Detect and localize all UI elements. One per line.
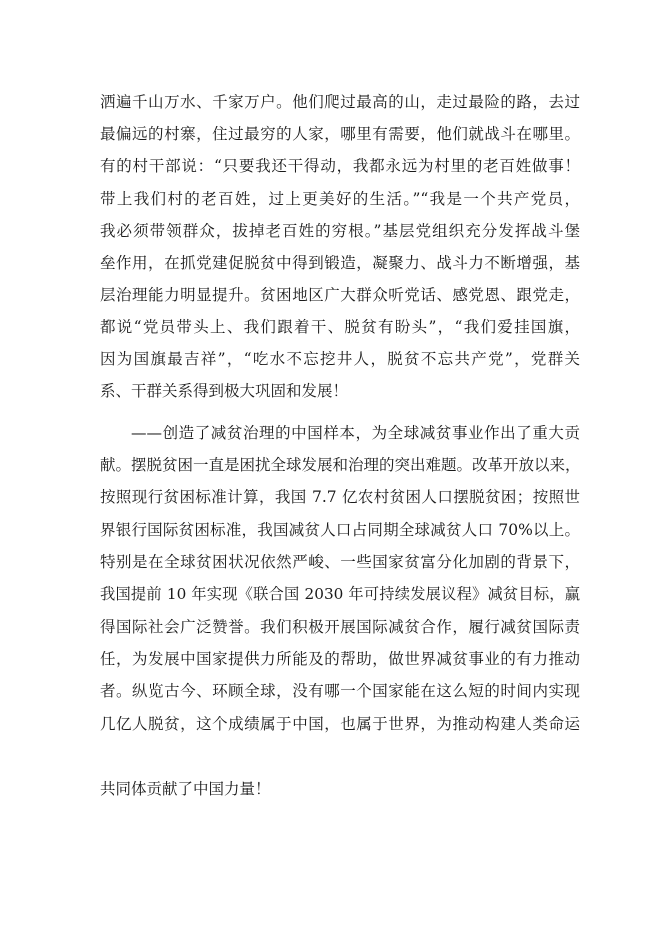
paragraph-1-line-3: 有的村干部说：“只要我还干得动，我都永远为村里的老百姓做事！ [100, 157, 580, 175]
paragraph-1-line-6: 垒作用，在抓党建促脱贫中得到锻造，凝聚力、战斗力不断增强，基 [100, 254, 580, 272]
paragraph-1-line-1: 洒遍千山万水、千家万户。他们爬过最高的山，走过最险的路，去过 [100, 93, 580, 111]
paragraph-1-line-7: 层治理能力明显提升。贫困地区广大群众听党话、感党恩、跟党走， [100, 286, 580, 304]
paragraph-2-line-9: 者。纵览古今、环顾全球，没有哪一个国家能在这么短的时间内实现 [100, 682, 580, 700]
paragraph-2-line-10: 几亿人脱贫，这个成绩属于中国，也属于世界，为推动构建人类命运 [100, 715, 580, 733]
paragraph-1-line-5: 我必须带领群众，拔掉老百姓的穷根。”基层党组织充分发挥战斗堡 [100, 222, 580, 240]
paragraph-2-line-1: ——创造了减贫治理的中国样本，为全球减贫事业作出了重大贡 [131, 424, 580, 442]
paragraph-2-line-4: 界银行国际贫困标准，我国减贫人口占同期全球减贫人口 70%以上。 [100, 521, 580, 539]
paragraph-2-line-5: 特别是在全球贫困状况依然严峻、一些国家贫富分化加剧的背景下， [100, 553, 580, 571]
paragraph-2-line-3: 按照现行贫困标准计算，我国 7.7 亿农村贫困人口摆脱贫困；按照世 [100, 488, 580, 506]
paragraph-1-line-4: 带上我们村的老百姓，过上更美好的生活。”“我是一个共产党员， [100, 190, 580, 208]
paragraph-2-line-7: 得国际社会广泛赞誉。我们积极开展国际减贫合作，履行减贫国际责 [100, 618, 580, 636]
paragraph-2-line-11: 共同体贡献了中国力量！ [100, 780, 271, 798]
paragraph-2-line-8: 任，为发展中国家提供力所能及的帮助，做世界减贫事业的有力推动 [100, 650, 580, 668]
paragraph-1-line-2: 最偏远的村寨，住过最穷的人家，哪里有需要，他们就战斗在哪里。 [100, 125, 580, 143]
paragraph-1-line-10: 系、干群关系得到极大巩固和发展！ [100, 382, 349, 400]
paragraph-2-line-6: 我国提前 10 年实现《联合国 2030 年可持续发展议程》减贫目标，赢 [100, 585, 580, 603]
paragraph-1-line-8: 都说“党员带头上、我们跟着干、脱贫有盼头”，“我们爱挂国旗， [100, 318, 580, 336]
paragraph-2-line-2: 献。摆脱贫困一直是困扰全球发展和治理的突出难题。改革开放以来， [100, 456, 581, 474]
paragraph-1-line-9: 因为国旗最吉祥”，“吃水不忘挖井人，脱贫不忘共产党”，党群关 [100, 350, 580, 368]
